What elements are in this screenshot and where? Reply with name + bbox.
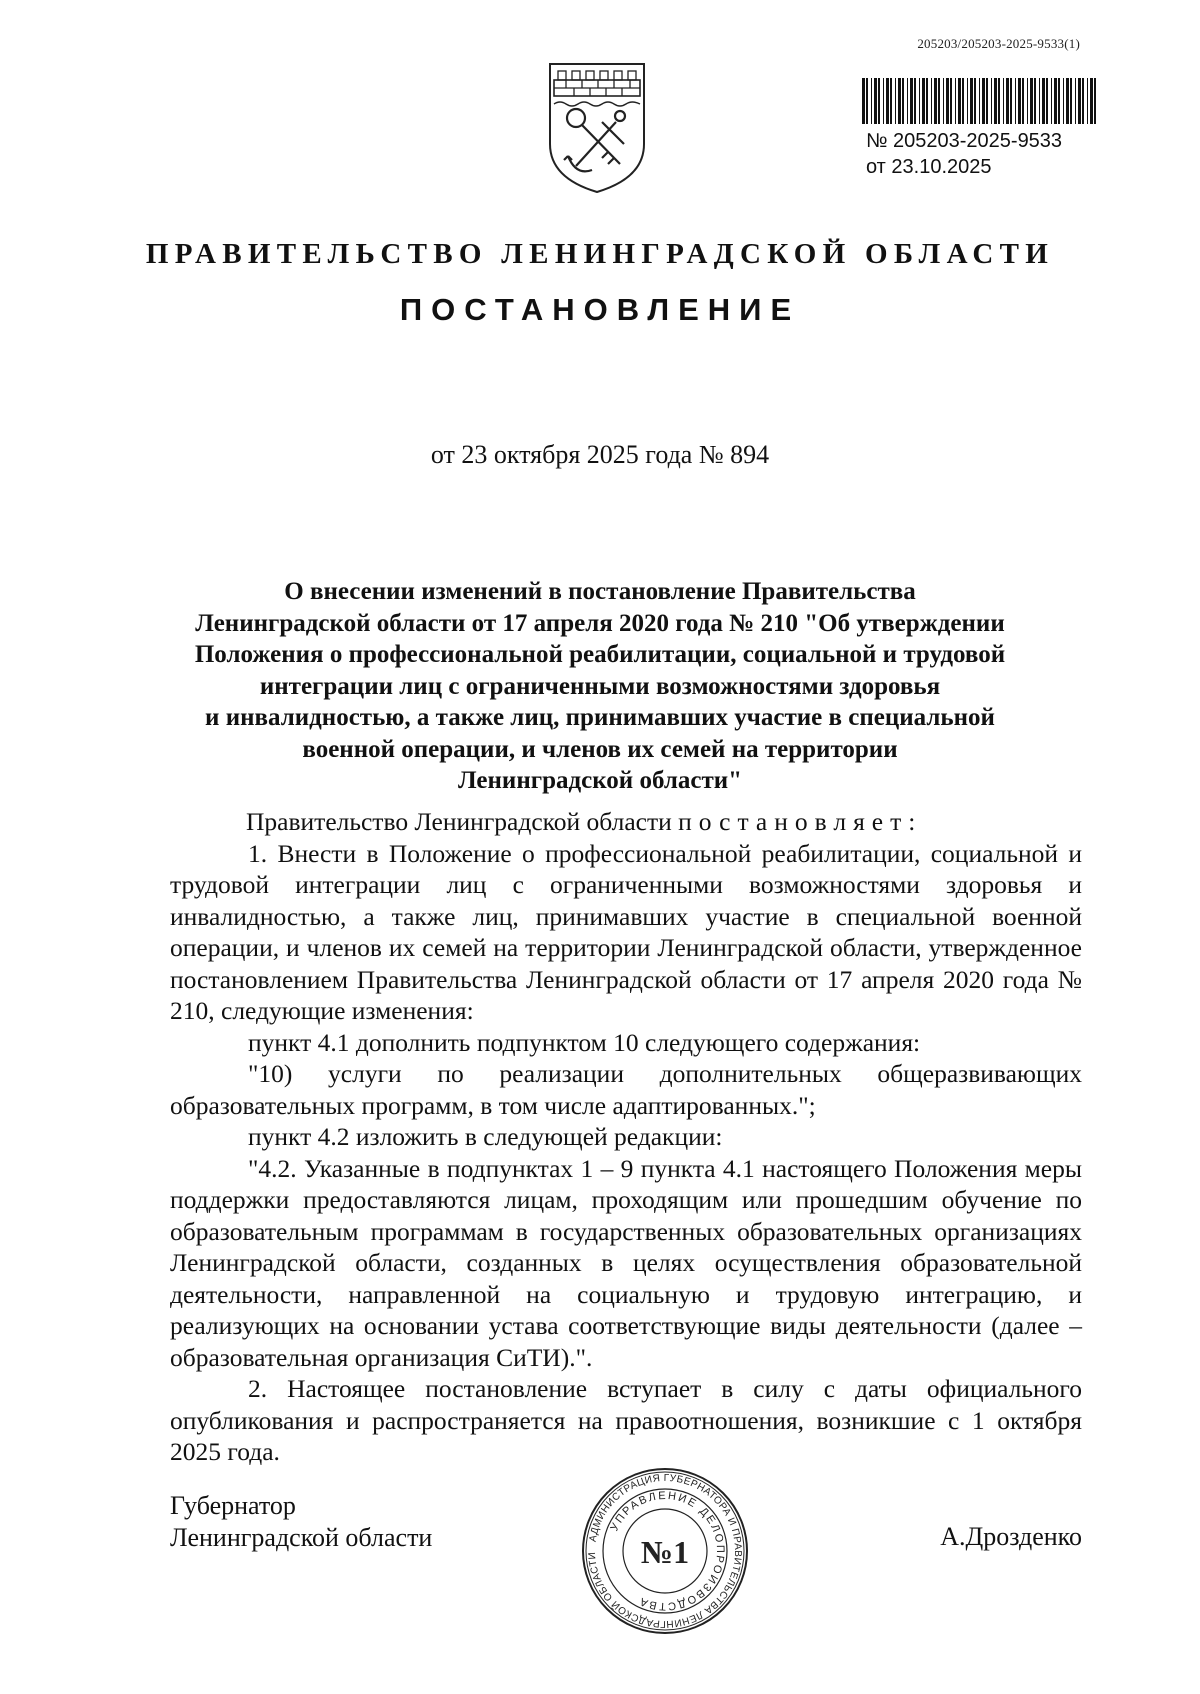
barcode-bar (1034, 78, 1036, 124)
body-paragraph: 1. Внести в Положение о профессиональной реабилитации, социальной и трудовой интеграции лиц с ограниченными возможностями здоровья и инвалидностью, а также лиц, принимавших участие в специальной военной операции, и членов их семей на территории Ленинградской области, утвержденное постановлением Правительства Ленинградской области от 17 апреля 2020 года № 210, следующие изменения: (170, 838, 1082, 1025)
barcode-bar (934, 78, 937, 124)
barcode-bar (1027, 78, 1028, 124)
barcode-bar (1010, 78, 1012, 124)
document-barcode (862, 78, 1102, 124)
barcode-bar (1030, 78, 1033, 124)
barcode-bar (943, 78, 944, 124)
barcode-bar (895, 78, 896, 124)
barcode-bar (1042, 78, 1045, 124)
barcode-bar (883, 78, 884, 124)
barcode-bar (1006, 78, 1009, 124)
barcode-bar (994, 78, 997, 124)
document-type: ПОСТАНОВЛЕНИЕ (399, 292, 801, 327)
body-paragraph: 2. Настоящее постановление вступает в силу с даты официального опубликования и распространяется на правоотношения, возникшие с 1 октября 2025 года. (170, 1374, 1082, 1466)
document-date-number: от 23 октября 2025 года № 894 (430, 440, 770, 469)
subject-line: Ленинградской области от 17 апреля 2020 года № 210 "Об утверждении (195, 609, 1005, 637)
barcode-bar (866, 78, 868, 124)
barcode-bar (938, 78, 940, 124)
barcode-bar (1051, 78, 1052, 124)
barcode-bar (991, 78, 992, 124)
barcode-bar (922, 78, 925, 124)
subject-line: О внесении изменений в постановление Правительства (284, 578, 916, 605)
signatory-position (170, 1490, 432, 1554)
barcode-bar (955, 78, 956, 124)
registration-number: № 205203-2025-9533 (866, 130, 1063, 152)
barcode-bar (886, 78, 889, 124)
registration-stamp (866, 128, 1062, 180)
subject-line: Ленинградской области" (457, 767, 743, 794)
body-paragraph: пункт 4.1 дополнить подпунктом 10 следующего содержания: (248, 1027, 921, 1057)
barcode-bar (871, 78, 872, 124)
barcode-bar (1078, 78, 1081, 124)
document-subject (150, 576, 1050, 797)
preamble-verb: постановляет: (678, 807, 923, 836)
barcode-bar (878, 78, 880, 124)
barcode-bar (1066, 78, 1069, 124)
coat-of-arms-icon (546, 60, 648, 196)
barcode-bar (946, 78, 949, 124)
barcode-bar (1054, 78, 1057, 124)
barcode-bar (1039, 78, 1040, 124)
barcode-bar (902, 78, 904, 124)
body-paragraph: "4.2. Указанные в подпунктах 1 – 9 пункта 4.1 настоящего Положения меры поддержки предоставляются лицам, проходящим или прошедшим обучение по образовательным программам в государственных образовательных организациях Ленинградской области, созданных в целях осуществления образовательной деятельности, направленной на социальную и трудовую интеграцию, и реализующих на основании устава соответствующие виды деятельности (далее – образовательная организация СиТИ).". (170, 1153, 1082, 1372)
barcode-bar (1094, 78, 1096, 124)
document-body (170, 806, 1082, 1468)
signatory-name: А.Дрозденко (940, 1522, 1082, 1551)
barcode-bar (979, 78, 980, 124)
barcode-bar (982, 78, 985, 124)
barcode-bar (1070, 78, 1072, 124)
barcode-bar (967, 78, 968, 124)
barcode-bar (1015, 78, 1016, 124)
barcode-bar (1058, 78, 1060, 124)
body-paragraph: пункт 4.2 изложить в следующей редакции: (248, 1122, 723, 1151)
stamp-outer-text: АДМИНИСТРАЦИЯ ГУБЕРНАТОРА И ПРАВИТЕЛЬСТВА ЛЕНИНГРАДСКОЙ ОБЛАСТИ (586, 1472, 744, 1630)
subject-line: и инвалидностью, а также лиц, принимавших участие в специальной (205, 704, 995, 731)
barcode-bar (1075, 78, 1076, 124)
stamp-number: №1 (640, 1534, 690, 1570)
barcode-bar (974, 78, 976, 124)
barcode-bar (874, 78, 877, 124)
government-title: ПРАВИТЕЛЬСТВО ЛЕНИНГРАДСКОЙ ОБЛАСТИ (145, 238, 1055, 270)
barcode-bar (898, 78, 901, 124)
barcode-bar (919, 78, 920, 124)
barcode-bar (962, 78, 964, 124)
preamble-subject: Правительство Ленинградской области (246, 807, 672, 836)
barcode-bar (862, 78, 865, 124)
registration-date: от 23.10.2025 (866, 156, 992, 178)
barcode-bar (907, 78, 908, 124)
barcode-bar (931, 78, 932, 124)
signatory-title: Губернатор (170, 1491, 296, 1520)
official-seal-stamp (580, 1466, 750, 1636)
preamble (170, 806, 1082, 838)
barcode-bar (970, 78, 973, 124)
barcode-bar (986, 78, 988, 124)
barcode-bar (1063, 78, 1064, 124)
stamp-inner-text: УПРАВЛЕНИЕ ДЕЛОПРОИЗВОДСТВА (608, 1489, 727, 1613)
subject-line: Положения о профессиональной реабилитации, социальной и трудовой (194, 641, 1006, 668)
barcode-bar (1087, 78, 1088, 124)
body-paragraph: "10) услуги по реализации дополнительных общеразвивающих образовательных программ, в том числе адаптированных."; (170, 1059, 1082, 1120)
barcode-bar (958, 78, 961, 124)
barcode-bar (926, 78, 928, 124)
barcode-bar (890, 78, 892, 124)
registration-code: 205203/205203-2025-9533(1) (917, 36, 1080, 51)
barcode-bar (1003, 78, 1004, 124)
barcode-bar (950, 78, 952, 124)
barcode-bar (1018, 78, 1021, 124)
barcode-bar (1046, 78, 1048, 124)
barcode-bar (1082, 78, 1084, 124)
barcode-bar (998, 78, 1000, 124)
barcode-bar (914, 78, 916, 124)
barcode-bar (1090, 78, 1093, 124)
barcode-bar (910, 78, 913, 124)
signatory-region: Ленинградской области (170, 1523, 433, 1552)
barcode-bar (1022, 78, 1024, 124)
subject-line: военной операции, и членов их семей на территории (302, 735, 898, 763)
subject-line: интеграции лиц с ограниченными возможностями здоровья (259, 672, 941, 700)
